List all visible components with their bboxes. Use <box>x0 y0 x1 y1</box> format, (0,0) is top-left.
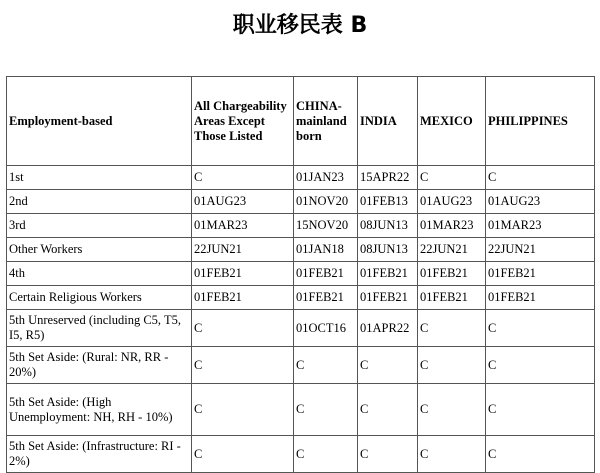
table-row <box>7 347 595 384</box>
cell-mexico: C <box>418 310 486 347</box>
column-header-philippines: PHILIPPINES <box>486 77 595 166</box>
cell-china: C <box>294 347 358 384</box>
column-header-all-chargeability: All Chargeability Areas Except Those Listed <box>192 77 294 166</box>
row-category: 4th <box>7 262 192 286</box>
row-category: 5th Unreserved (including C5, T5, I5, R5) <box>7 310 192 347</box>
table-row <box>7 286 595 310</box>
cell-all-chargeability: C <box>192 166 294 190</box>
cell-all-chargeability: 22JUN21 <box>192 238 294 262</box>
cell-china: 01FEB21 <box>294 262 358 286</box>
cell-mexico: C <box>418 384 486 436</box>
row-category: 5th Set Aside: (Rural: NR, RR - 20%) <box>7 347 192 384</box>
cell-mexico: C <box>418 436 486 473</box>
cell-india: C <box>358 384 418 436</box>
cell-china: 01NOV20 <box>294 190 358 214</box>
table-row <box>7 238 595 262</box>
page-title: 职业移民表 B <box>232 13 368 38</box>
cell-philippines: C <box>486 347 595 384</box>
cell-all-chargeability: C <box>192 436 294 473</box>
cell-china: C <box>294 384 358 436</box>
cell-india: 01FEB21 <box>358 286 418 310</box>
column-header-mexico: MEXICO <box>418 77 486 166</box>
table-row <box>7 166 595 190</box>
cell-china: 01FEB21 <box>294 286 358 310</box>
cell-india: 15APR22 <box>358 166 418 190</box>
cell-all-chargeability: C <box>192 384 294 436</box>
cell-philippines: 01MAR23 <box>486 214 595 238</box>
cell-mexico: 01FEB21 <box>418 286 486 310</box>
table-row <box>7 190 595 214</box>
cell-china: C <box>294 436 358 473</box>
row-category: 5th Set Aside: (High Unemployment: NH, RH - 10%) <box>7 384 192 436</box>
cell-all-chargeability: C <box>192 347 294 384</box>
row-category: 3rd <box>7 214 192 238</box>
row-category: 2nd <box>7 190 192 214</box>
cell-all-chargeability: 01MAR23 <box>192 214 294 238</box>
cell-mexico: 01AUG23 <box>418 190 486 214</box>
table-row <box>7 384 595 436</box>
cell-all-chargeability: 01FEB21 <box>192 286 294 310</box>
cell-india: 08JUN13 <box>358 238 418 262</box>
cell-china: 15NOV20 <box>294 214 358 238</box>
table-row <box>7 310 595 347</box>
cell-philippines: 01FEB21 <box>486 286 595 310</box>
cell-philippines: C <box>486 384 595 436</box>
cell-mexico: 22JUN21 <box>418 238 486 262</box>
cell-india: 01FEB21 <box>358 262 418 286</box>
cell-india: 01APR22 <box>358 310 418 347</box>
cell-china: 01OCT16 <box>294 310 358 347</box>
cell-philippines: 01FEB21 <box>486 262 595 286</box>
cell-mexico: 01MAR23 <box>418 214 486 238</box>
cell-philippines: C <box>486 166 595 190</box>
table-row <box>7 214 595 238</box>
cell-mexico: 01FEB21 <box>418 262 486 286</box>
row-category: 5th Set Aside: (Infrastructure: RI - 2%) <box>7 436 192 473</box>
row-category: Other Workers <box>7 238 192 262</box>
column-header-employment-based: Employment-based <box>7 77 192 166</box>
column-header-china: CHINA-mainland born <box>294 77 358 166</box>
cell-all-chargeability: 01AUG23 <box>192 190 294 214</box>
header-row <box>7 77 595 166</box>
table-row <box>7 436 595 473</box>
row-category: 1st <box>7 166 192 190</box>
row-category: Certain Religious Workers <box>7 286 192 310</box>
cell-mexico: C <box>418 166 486 190</box>
cell-china: 01JAN18 <box>294 238 358 262</box>
cell-india: 01FEB13 <box>358 190 418 214</box>
cell-philippines: C <box>486 436 595 473</box>
cell-all-chargeability: C <box>192 310 294 347</box>
cell-all-chargeability: 01FEB21 <box>192 262 294 286</box>
cell-india: C <box>358 347 418 384</box>
column-header-india: INDIA <box>358 77 418 166</box>
cell-philippines: 22JUN21 <box>486 238 595 262</box>
cell-philippines: 01AUG23 <box>486 190 595 214</box>
cell-mexico: C <box>418 347 486 384</box>
cell-china: 01JAN23 <box>294 166 358 190</box>
cell-india: 08JUN13 <box>358 214 418 238</box>
visa-bulletin-table <box>6 76 595 473</box>
cell-philippines: C <box>486 310 595 347</box>
table-row <box>7 262 595 286</box>
cell-india: C <box>358 436 418 473</box>
